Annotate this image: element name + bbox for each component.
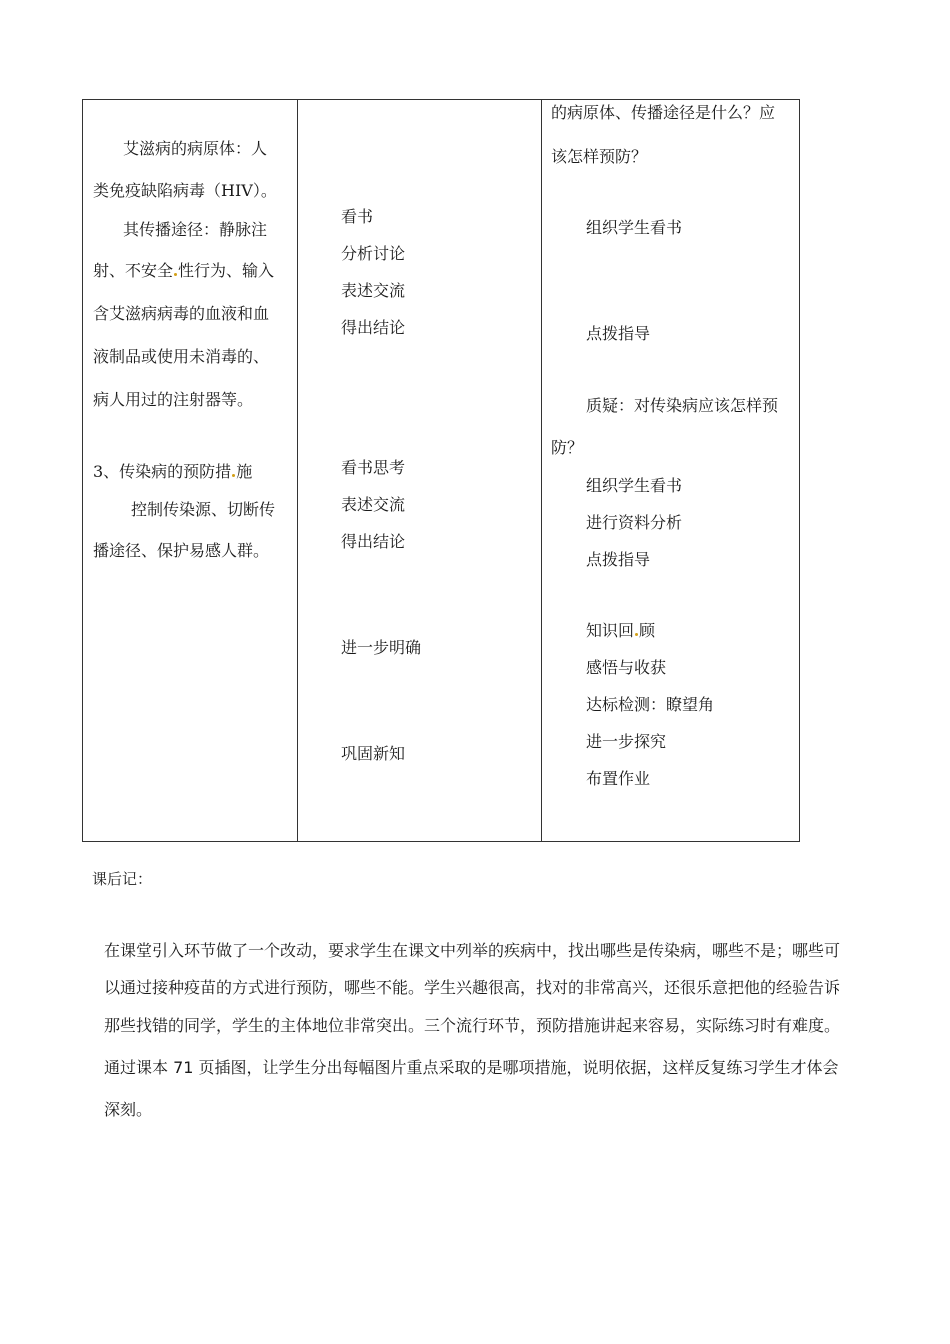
text-segment: 3、传染病的预防措	[93, 462, 232, 481]
transmission-line-1: 其传播途径：静脉注	[123, 220, 268, 239]
reflection-line-5: 深刻。	[104, 1100, 153, 1119]
activity-conclude-2: 得出结论	[341, 532, 406, 551]
text-segment: 射、不安全	[93, 261, 174, 280]
reflection-line-3: 那些找错的同学，学生的主体地位非常突出。三个流行环节，预防措施讲起来容易，实际练习时有难度。	[104, 1016, 841, 1035]
activity-conclude: 得出结论	[341, 318, 406, 337]
teacher-line-1: 的病原体、传播途径是什么？应	[551, 103, 776, 122]
text-segment: 性行为、输入	[178, 261, 275, 280]
teacher-line-9: 点拨指导	[586, 550, 651, 569]
teacher-line-8: 进行资料分析	[586, 513, 683, 532]
mark-dot	[635, 633, 638, 636]
transmission-line-5: 病人用过的注射器等。	[93, 390, 254, 409]
aids-pathogen-line-2: 类免疫缺陷病毒（HIV）。	[93, 181, 277, 200]
prevention-line-1: 控制传染源、切断传	[131, 500, 276, 519]
teacher-line-3: 组织学生看书	[586, 218, 683, 237]
teacher-line-13: 进一步探究	[586, 732, 667, 751]
reflection-line-1: 在课堂引入环节做了一个改动，要求学生在课文中列举的疾病中，找出哪些是传染病，哪些不是；哪些可	[104, 941, 841, 960]
transmission-line-4: 液制品或使用未消毒的、	[93, 347, 270, 366]
prevention-line-2: 播途径、保护易感人群。	[93, 541, 270, 560]
teacher-line-7: 组织学生看书	[586, 476, 683, 495]
transmission-line-2	[93, 261, 274, 281]
activity-exchange-2: 表述交流	[341, 495, 406, 514]
student-activity-column	[297, 100, 542, 841]
text-segment: 施	[236, 462, 253, 481]
activity-consolidate: 巩固新知	[341, 744, 406, 763]
transmission-line-3: 含艾滋病病毒的血液和血	[93, 304, 270, 323]
text-segment: 知识回	[586, 621, 635, 640]
teacher-line-11: 感悟与收获	[586, 658, 667, 677]
content-column	[83, 100, 298, 841]
activity-discuss: 分析讨论	[341, 244, 406, 263]
after-class-title: 课后记：	[92, 870, 153, 888]
reflection-line-4: 通过课本 71 页插图，让学生分出每幅图片重点采取的是哪项措施，说明依据，这样反复练习学生才体会	[104, 1058, 839, 1077]
teacher-line-14: 布置作业	[586, 769, 651, 788]
teacher-line-5: 质疑：对传染病应该怎样预	[586, 396, 779, 415]
teacher-line-4: 点拨指导	[586, 324, 651, 343]
lesson-table	[82, 99, 800, 842]
mark-dot	[232, 474, 235, 477]
activity-read-think: 看书思考	[341, 458, 406, 477]
teacher-activity-column	[541, 100, 799, 841]
prevention-heading	[93, 462, 252, 482]
activity-clarify: 进一步明确	[341, 638, 422, 657]
teacher-line-10	[586, 621, 655, 641]
mark-dot	[174, 273, 177, 276]
aids-pathogen-line-1: 艾滋病的病原体：人	[123, 139, 268, 158]
teacher-line-6: 防？	[551, 438, 584, 457]
reflection-line-2: 以通过接种疫苗的方式进行预防，哪些不能。学生兴趣很高，找对的非常高兴，还很乐意把他的经验告诉	[104, 978, 841, 997]
activity-read: 看书	[341, 207, 374, 226]
text-segment: 顾	[639, 621, 656, 640]
teacher-line-2: 该怎样预防？	[551, 147, 648, 166]
activity-exchange: 表述交流	[341, 281, 406, 300]
teacher-line-12: 达标检测：瞭望角	[586, 695, 715, 714]
